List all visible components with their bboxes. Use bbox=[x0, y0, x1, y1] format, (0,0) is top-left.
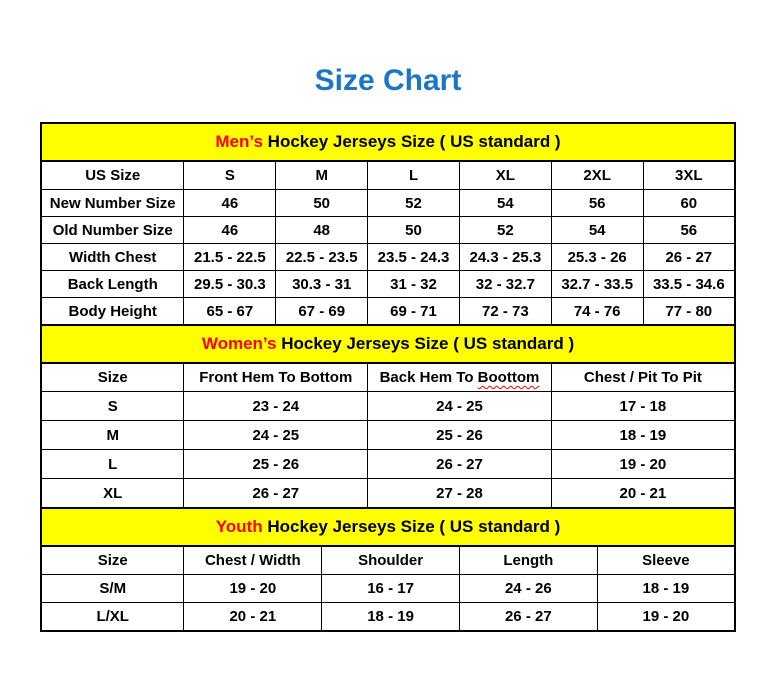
womens-size-table bbox=[40, 324, 736, 509]
table-row bbox=[41, 217, 735, 244]
table-row bbox=[41, 450, 735, 479]
value-cell: 69 - 71 bbox=[368, 298, 460, 326]
value-cell: 18 - 19 bbox=[322, 603, 460, 632]
column-header: US Size bbox=[41, 161, 184, 190]
column-header: L bbox=[368, 161, 460, 190]
value-cell: 26 - 27 bbox=[643, 244, 735, 271]
column-header: Size bbox=[41, 546, 184, 575]
value-cell: 24 - 25 bbox=[368, 392, 552, 421]
value-cell: 30.3 - 31 bbox=[276, 271, 368, 298]
value-cell: 21.5 - 22.5 bbox=[184, 244, 276, 271]
row-label: Back Length bbox=[41, 271, 184, 298]
value-cell: 16 - 17 bbox=[322, 575, 460, 603]
column-header: Length bbox=[459, 546, 597, 575]
value-cell: 67 - 69 bbox=[276, 298, 368, 326]
value-cell: 32 - 32.7 bbox=[459, 271, 551, 298]
table-row bbox=[41, 603, 735, 632]
value-cell: 74 - 76 bbox=[551, 298, 643, 326]
section-title-text: Hockey Jerseys Size ( US standard ) bbox=[267, 517, 561, 536]
column-header: Front Hem To Bottom bbox=[184, 363, 368, 392]
table-row bbox=[41, 244, 735, 271]
column-header-text: Back Hem To bbox=[379, 369, 478, 386]
table-row bbox=[41, 392, 735, 421]
table-row bbox=[41, 421, 735, 450]
mens-section-title bbox=[41, 123, 735, 161]
section-title-highlight: Women’s bbox=[201, 334, 277, 353]
section-title-text: Hockey Jerseys Size ( US standard ) bbox=[281, 334, 575, 353]
row-label: S bbox=[41, 392, 184, 421]
value-cell: 52 bbox=[368, 190, 460, 217]
value-cell: 25 - 26 bbox=[368, 421, 552, 450]
section-title-highlight: Youth bbox=[215, 517, 263, 536]
womens-header-row bbox=[41, 363, 735, 392]
table-row bbox=[41, 575, 735, 603]
value-cell: 52 bbox=[459, 217, 551, 244]
column-header: Chest / Pit To Pit bbox=[551, 363, 735, 392]
column-header: 2XL bbox=[551, 161, 643, 190]
mens-header-row bbox=[41, 161, 735, 190]
value-cell: 48 bbox=[276, 217, 368, 244]
value-cell: 24.3 - 25.3 bbox=[459, 244, 551, 271]
section-title-text: Hockey Jerseys Size ( US standard ) bbox=[267, 132, 561, 151]
column-header: Chest / Width bbox=[184, 546, 322, 575]
table-row bbox=[41, 271, 735, 298]
value-cell: 54 bbox=[459, 190, 551, 217]
page-title: Size Chart bbox=[314, 64, 462, 97]
value-cell: 24 - 26 bbox=[459, 575, 597, 603]
row-label: Body Height bbox=[41, 298, 184, 326]
value-cell: 18 - 19 bbox=[551, 421, 735, 450]
youth-band-row bbox=[41, 508, 735, 546]
value-cell: 26 - 27 bbox=[368, 450, 552, 479]
youth-size-table bbox=[40, 507, 736, 632]
value-cell: 18 - 19 bbox=[597, 575, 735, 603]
value-cell: 50 bbox=[368, 217, 460, 244]
column-header bbox=[368, 363, 552, 392]
value-cell: 17 - 18 bbox=[551, 392, 735, 421]
column-header: Sleeve bbox=[597, 546, 735, 575]
value-cell: 56 bbox=[551, 190, 643, 217]
row-label: L bbox=[41, 450, 184, 479]
row-label: Old Number Size bbox=[41, 217, 184, 244]
value-cell: 31 - 32 bbox=[368, 271, 460, 298]
column-header: S bbox=[184, 161, 276, 190]
row-label: L/XL bbox=[41, 603, 184, 632]
row-label: Width Chest bbox=[41, 244, 184, 271]
value-cell: 25 - 26 bbox=[184, 450, 368, 479]
value-cell: 56 bbox=[643, 217, 735, 244]
youth-header-row bbox=[41, 546, 735, 575]
section-title-highlight: Men’s bbox=[215, 132, 263, 151]
size-chart-tables bbox=[40, 122, 736, 632]
value-cell: 46 bbox=[184, 190, 276, 217]
mens-band-row bbox=[41, 123, 735, 161]
value-cell: 23.5 - 24.3 bbox=[368, 244, 460, 271]
column-header: Size bbox=[41, 363, 184, 392]
value-cell: 22.5 - 23.5 bbox=[276, 244, 368, 271]
value-cell: 19 - 20 bbox=[551, 450, 735, 479]
table-row bbox=[41, 298, 735, 326]
value-cell: 54 bbox=[551, 217, 643, 244]
table-row bbox=[41, 479, 735, 509]
column-header: M bbox=[276, 161, 368, 190]
value-cell: 25.3 - 26 bbox=[551, 244, 643, 271]
value-cell: 19 - 20 bbox=[597, 603, 735, 632]
row-label: M bbox=[41, 421, 184, 450]
column-header: XL bbox=[459, 161, 551, 190]
row-label: XL bbox=[41, 479, 184, 509]
misspelled-word: Boottom bbox=[477, 369, 540, 386]
column-header: 3XL bbox=[643, 161, 735, 190]
womens-section-title bbox=[41, 325, 735, 363]
value-cell: 65 - 67 bbox=[184, 298, 276, 326]
mens-size-table bbox=[40, 122, 736, 326]
value-cell: 19 - 20 bbox=[184, 575, 322, 603]
value-cell: 27 - 28 bbox=[368, 479, 552, 509]
value-cell: 20 - 21 bbox=[184, 603, 322, 632]
value-cell: 33.5 - 34.6 bbox=[643, 271, 735, 298]
row-label: New Number Size bbox=[41, 190, 184, 217]
value-cell: 32.7 - 33.5 bbox=[551, 271, 643, 298]
value-cell: 26 - 27 bbox=[459, 603, 597, 632]
column-header: Shoulder bbox=[322, 546, 460, 575]
value-cell: 77 - 80 bbox=[643, 298, 735, 326]
womens-band-row bbox=[41, 325, 735, 363]
value-cell: 72 - 73 bbox=[459, 298, 551, 326]
value-cell: 60 bbox=[643, 190, 735, 217]
value-cell: 23 - 24 bbox=[184, 392, 368, 421]
row-label: S/M bbox=[41, 575, 184, 603]
value-cell: 24 - 25 bbox=[184, 421, 368, 450]
youth-section-title bbox=[41, 508, 735, 546]
value-cell: 26 - 27 bbox=[184, 479, 368, 509]
value-cell: 50 bbox=[276, 190, 368, 217]
value-cell: 46 bbox=[184, 217, 276, 244]
value-cell: 20 - 21 bbox=[551, 479, 735, 509]
value-cell: 29.5 - 30.3 bbox=[184, 271, 276, 298]
table-row bbox=[41, 190, 735, 217]
